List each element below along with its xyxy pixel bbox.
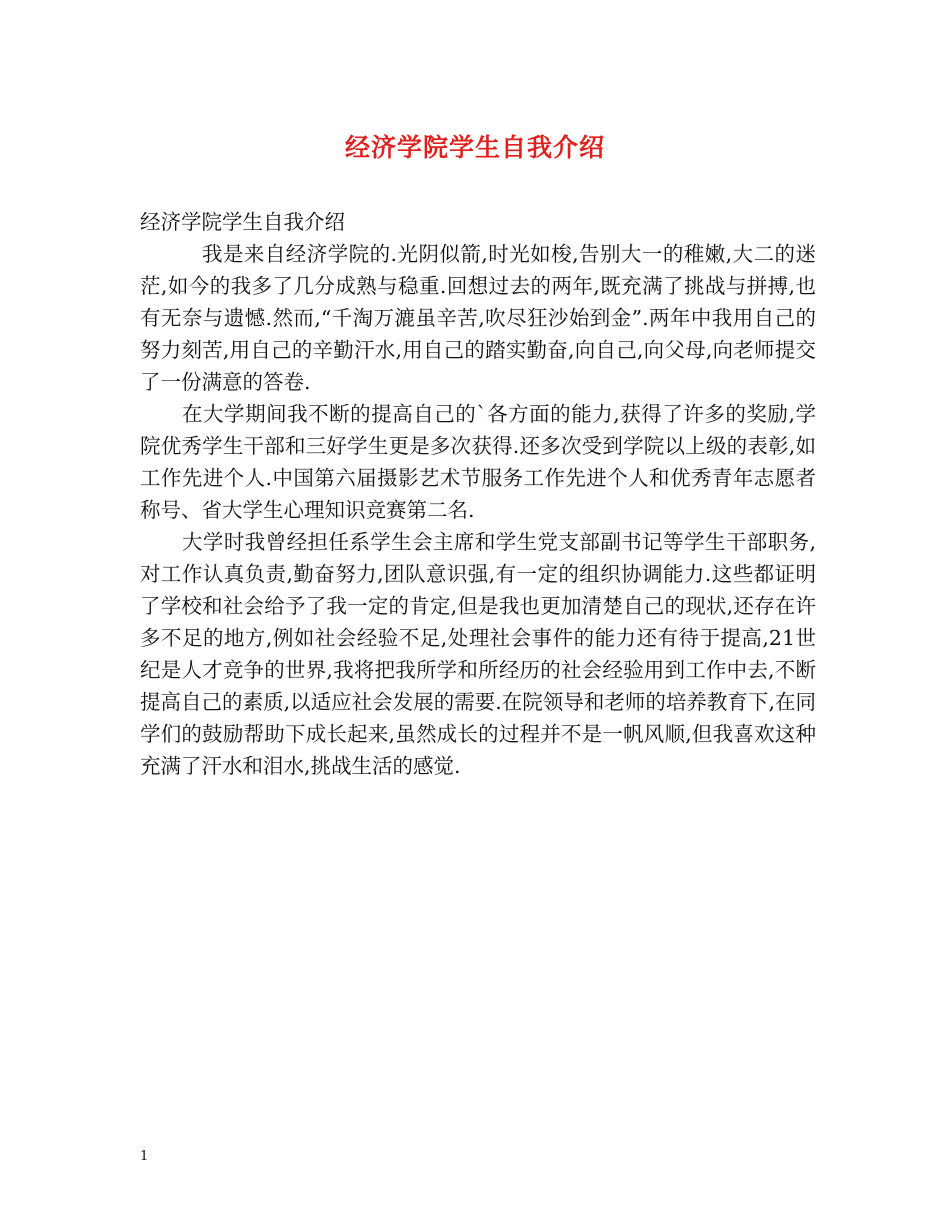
paragraph-experience: 大学时我曾经担任系学生会主席和学生党支部副书记等学生干部职务,对工作认真负责,勤奋努力,团队意识强,有一定的组织协调能力.这些都证明了学校和社会给予了我一定的肯定,但是我也更加清楚自己的现状,还存在许多不足的地方,例如社会经验不足,处理社会事件的能力还有待于提高,21世纪是人才竞争的世界,我将把我所学和所经历的社会经验用到工作中去,不断提高自己的素质,以适应社会发展的需要.在院领导和老师的培养教育下,在同学们的鼓励帮助下成长起来,虽然成长的过程并不是一帆风顺,但我喜欢这种充满了汗水和泪水,挑战生活的感觉. bbox=[140, 530, 816, 778]
document-body bbox=[140, 206, 816, 782]
paragraph-intro: 我是来自经济学院的.光阴似箭,时光如梭,告别大一的稚嫩,大二的迷茫,如今的我多了几分成熟与稳重.回想过去的两年,既充满了挑战与拼搏,也有无奈与遗憾.然而,“千淘万漉虽辛苦,吹尽狂沙始到金”.两年中我用自己的努力刻苦,用自己的辛勤汗水,用自己的踏实勤奋,向自己,向父母,向老师提交了一份满意的答卷. bbox=[140, 242, 816, 394]
document-subtitle: 经济学院学生自我介绍 bbox=[140, 210, 345, 234]
document-title: 经济学院学生自我介绍 bbox=[344, 133, 605, 162]
page-number: 1 bbox=[140, 1149, 149, 1164]
paragraph-awards: 在大学期间我不断的提高自己的`各方面的能力,获得了许多的奖励,学院优秀学生干部和三好学生更是多次获得.还多次受到学院以上级的表彰,如工作先进个人.中国第六届摄影艺术节服务工作先进个人和优秀青年志愿者称号、省大学生心理知识竞赛第二名. bbox=[140, 402, 816, 522]
